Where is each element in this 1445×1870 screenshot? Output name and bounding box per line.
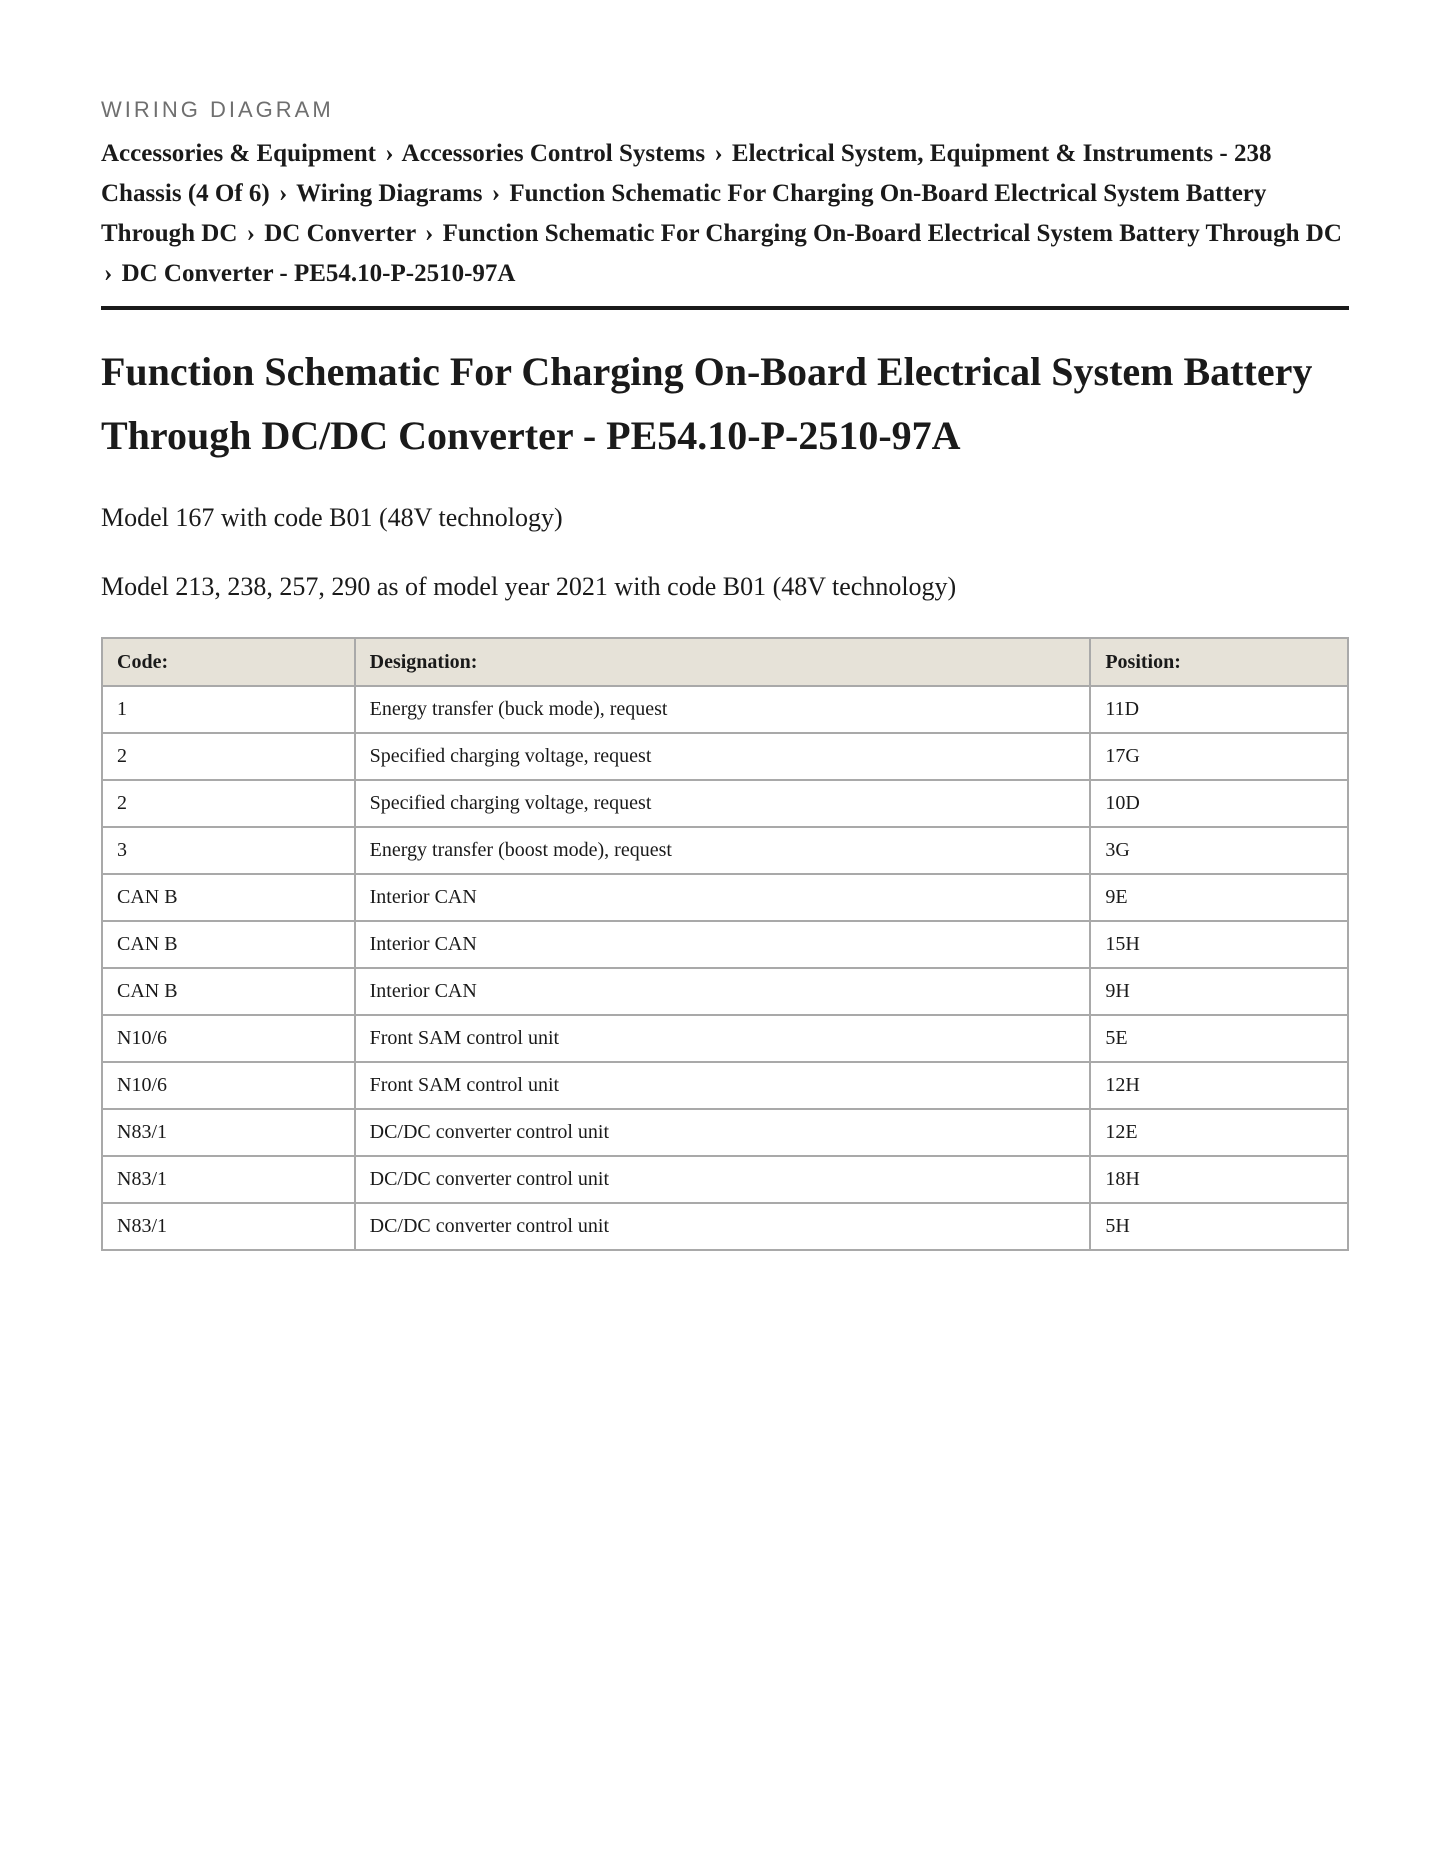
cell-designation: Interior CAN bbox=[355, 874, 1091, 921]
page-title: Function Schematic For Charging On-Board Electrical System Battery Through DC/DC Converter - PE54.10-P-2510-97A bbox=[101, 349, 1313, 458]
table-row bbox=[102, 1062, 1348, 1109]
breadcrumb-separator: › bbox=[425, 220, 434, 247]
cell-position: 10D bbox=[1090, 780, 1348, 827]
breadcrumb-separator: › bbox=[385, 140, 394, 167]
cell-position: 15H bbox=[1090, 921, 1348, 968]
breadcrumb-item-current: DC Converter - PE54.10-P-2510-97A bbox=[121, 260, 516, 287]
model-applicability-line: Model 213, 238, 257, 290 as of model year 2021 with code B01 (48V technology) bbox=[101, 572, 957, 601]
breadcrumb-item[interactable]: Function Schematic For Charging On-Board Electrical System Battery Through DC bbox=[442, 220, 1342, 247]
cell-code: CAN B bbox=[102, 921, 355, 968]
breadcrumb-item[interactable]: Wiring Diagrams bbox=[296, 180, 483, 207]
breadcrumb-item[interactable]: Accessories & Equipment bbox=[101, 140, 376, 167]
cell-designation: Interior CAN bbox=[355, 921, 1091, 968]
cell-code: N83/1 bbox=[102, 1156, 355, 1203]
cell-code: 3 bbox=[102, 827, 355, 874]
cell-designation: Front SAM control unit bbox=[355, 1062, 1091, 1109]
cell-code: N10/6 bbox=[102, 1062, 355, 1109]
breadcrumb-item[interactable]: Function Schematic For Charging On-Board Electrical System Battery Through DC bbox=[101, 180, 1267, 247]
table-row bbox=[102, 827, 1348, 874]
cell-position: 18H bbox=[1090, 1156, 1348, 1203]
table-row bbox=[102, 921, 1348, 968]
breadcrumb-separator: › bbox=[279, 180, 288, 207]
breadcrumb-separator: › bbox=[714, 140, 723, 167]
cell-designation: Specified charging voltage, request bbox=[355, 780, 1091, 827]
breadcrumb bbox=[101, 134, 1349, 310]
breadcrumb-separator: › bbox=[491, 180, 501, 207]
cell-code: 2 bbox=[102, 733, 355, 780]
cell-position: 12H bbox=[1090, 1062, 1348, 1109]
cell-designation: Specified charging voltage, request bbox=[355, 733, 1091, 780]
cell-designation: DC/DC converter control unit bbox=[355, 1156, 1091, 1203]
cell-position: 12E bbox=[1090, 1109, 1348, 1156]
cell-position: 5E bbox=[1090, 1015, 1348, 1062]
cell-designation: DC/DC converter control unit bbox=[355, 1203, 1091, 1250]
cell-designation: Front SAM control unit bbox=[355, 1015, 1091, 1062]
cell-position: 17G bbox=[1090, 733, 1348, 780]
table-row bbox=[102, 780, 1348, 827]
cell-code: CAN B bbox=[102, 874, 355, 921]
table-header-row bbox=[102, 638, 1348, 686]
document-page bbox=[101, 94, 1349, 1251]
breadcrumb-item[interactable]: Accessories Control Systems bbox=[401, 140, 706, 167]
cell-code: 2 bbox=[102, 780, 355, 827]
table-row bbox=[102, 686, 1348, 733]
cell-designation: Energy transfer (boost mode), request bbox=[355, 827, 1091, 874]
cell-position: 11D bbox=[1090, 686, 1348, 733]
section-label: WIRING DIAGRAM bbox=[101, 97, 334, 122]
cell-designation: Interior CAN bbox=[355, 968, 1091, 1015]
cell-position: 9H bbox=[1090, 968, 1348, 1015]
cell-code: N83/1 bbox=[102, 1203, 355, 1250]
table-row bbox=[102, 733, 1348, 780]
breadcrumb-item[interactable]: Electrical System, Equipment & Instruments - 238 Chassis (4 Of 6) bbox=[101, 140, 1272, 207]
table-row bbox=[102, 1203, 1348, 1250]
table-row bbox=[102, 1015, 1348, 1062]
cell-code: N10/6 bbox=[102, 1015, 355, 1062]
cell-position: 3G bbox=[1090, 827, 1348, 874]
breadcrumb-separator: › bbox=[246, 220, 255, 247]
table-row bbox=[102, 968, 1348, 1015]
column-header-designation: Designation: bbox=[355, 638, 1091, 686]
breadcrumb-separator: › bbox=[104, 260, 113, 287]
cell-code: CAN B bbox=[102, 968, 355, 1015]
column-header-position: Position: bbox=[1090, 638, 1348, 686]
cell-code: 1 bbox=[102, 686, 355, 733]
cell-code: N83/1 bbox=[102, 1109, 355, 1156]
code-designation-table bbox=[101, 637, 1349, 1251]
cell-position: 9E bbox=[1090, 874, 1348, 921]
breadcrumb-item[interactable]: DC Converter bbox=[264, 220, 416, 247]
model-applicability-line: Model 167 with code B01 (48V technology) bbox=[101, 503, 563, 532]
table-row bbox=[102, 1109, 1348, 1156]
table-row bbox=[102, 1156, 1348, 1203]
table-row bbox=[102, 874, 1348, 921]
column-header-code: Code: bbox=[102, 638, 355, 686]
cell-position: 5H bbox=[1090, 1203, 1348, 1250]
cell-designation: DC/DC converter control unit bbox=[355, 1109, 1091, 1156]
cell-designation: Energy transfer (buck mode), request bbox=[355, 686, 1091, 733]
